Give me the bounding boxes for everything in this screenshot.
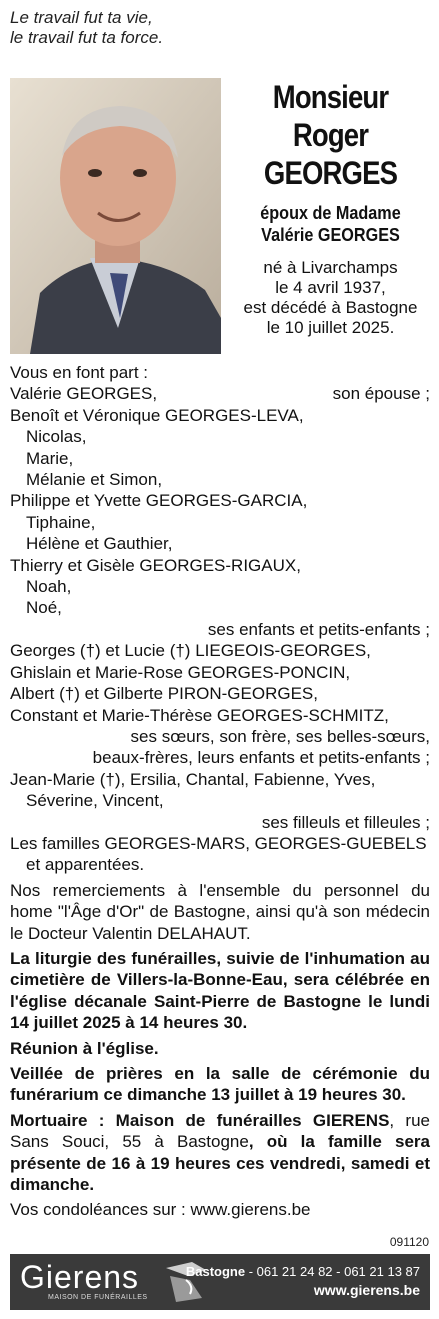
spouse-row bbox=[10, 383, 430, 404]
mortuary-address: , rue Sans Souci, 55 à Bastogne bbox=[10, 1110, 430, 1152]
reference-code: 091120 bbox=[389, 1235, 429, 1249]
liturgy-paragraph: La liturgie des funérailles, suivie de l'inhumation au cimetière de Villers-la-Bonne-Eau, sera célébrée en l'église décanale Saint-Pierre de Bastogne le lundi 14 juillet 2025 à 14 heures 30. bbox=[10, 948, 430, 1033]
siblings-role: ses sœurs, son frère, ses belles-sœurs, bbox=[130, 726, 430, 746]
quote-line: le travail fut ta force. bbox=[10, 28, 164, 47]
sibling-line: Ghislain et Marie-Rose GEORGES-PONCIN, bbox=[10, 662, 351, 682]
children-role: ses enfants et petits-enfants ; bbox=[207, 619, 430, 639]
contact-phone-line bbox=[186, 1263, 420, 1281]
family-line: Thierry et Gisèle GEORGES-RIGAUX, bbox=[10, 555, 301, 575]
siblings-role: beaux-frères, leurs enfants et petits-enfants ; bbox=[92, 748, 430, 768]
mortuary-bold: , où la famille sera présente de 16 à 19 heures ces vendredi, samedi et dimanche. bbox=[10, 1132, 430, 1195]
deceased-header bbox=[228, 78, 433, 338]
name-last: GEORGES bbox=[263, 155, 398, 191]
company-logo: Gierens bbox=[20, 1259, 140, 1295]
meeting-line: Réunion à l'église. bbox=[10, 1038, 159, 1058]
grandchild-line: Nicolas, bbox=[26, 427, 87, 447]
grandchild-line: Noah, bbox=[26, 577, 72, 597]
contact-info bbox=[186, 1263, 420, 1299]
thanks-paragraph: Nos remerciements à l'ensemble du personnel du home "l'Âge d'Or" de Bastogne, ainsi qu'à son médecin le Docteur Valentin DELAHAUT. bbox=[10, 880, 430, 943]
spouse-info bbox=[238, 202, 423, 246]
spouse-line: Valérie GEORGES bbox=[261, 225, 400, 245]
families-line: Les familles GEORGES-MARS, GEORGES-GUEBELS bbox=[10, 833, 427, 853]
birth-death-info bbox=[228, 258, 433, 338]
godchildren-role: ses filleuls et filleules ; bbox=[261, 812, 430, 832]
grandchild-line: Marie, bbox=[26, 448, 74, 468]
grandchild-line: Mélanie et Simon, bbox=[26, 470, 163, 490]
spouse-line: époux de Madame bbox=[260, 203, 401, 223]
name-title: Monsieur bbox=[272, 79, 389, 115]
family-line: Benoît et Véronique GEORGES-LEVA, bbox=[10, 405, 304, 425]
birth-line: est décédé à Bastogne bbox=[243, 298, 418, 317]
birth-line: le 10 juillet 2025. bbox=[266, 318, 395, 337]
families-line: et apparentées. bbox=[26, 855, 145, 875]
godchild-line: Jean-Marie (†), Ersilia, Chantal, Fabienne, Yves, bbox=[10, 769, 376, 789]
vigil-paragraph: Veillée de prières en la salle de cérémonie du funérarium ce dimanche 13 juillet à 19 heures 30. bbox=[10, 1064, 430, 1105]
birth-line: né à Livarchamps bbox=[263, 258, 398, 277]
mortuary-bold: Mortuaire : Maison de funérailles GIERENS bbox=[10, 1110, 390, 1130]
family-line: Philippe et Yvette GEORGES-GARCIA, bbox=[10, 491, 308, 511]
condolences-line: Vos condoléances sur : www.gierens.be bbox=[10, 1200, 311, 1220]
birth-line: le 4 avril 1937, bbox=[275, 278, 386, 297]
sibling-line: Georges (†) et Lucie (†) LIEGEOIS-GEORGES, bbox=[10, 641, 371, 661]
epitaph-quote bbox=[10, 8, 430, 48]
quote-line: Le travail fut ta vie, bbox=[10, 8, 153, 27]
sibling-line: Albert (†) et Gilberte PIRON-GEORGES, bbox=[10, 684, 318, 704]
intro-line: Vous en font part : bbox=[10, 363, 148, 382]
company-tagline: MAISON DE FUNÉRAILLES bbox=[48, 1294, 148, 1301]
godchild-line: Séverine, Vincent, bbox=[26, 791, 164, 811]
deceased-name bbox=[242, 78, 418, 192]
mortuary-paragraph bbox=[10, 1110, 430, 1196]
portrait-photo bbox=[10, 78, 221, 354]
contact-phones: - 061 21 24 82 - 061 21 13 87 bbox=[245, 1264, 420, 1279]
spouse-name: Valérie GEORGES, bbox=[10, 384, 158, 404]
notice-body bbox=[10, 362, 430, 1221]
spouse-role: son épouse ; bbox=[332, 384, 430, 404]
sibling-line: Constant et Marie-Thérèse GEORGES-SCHMITZ, bbox=[10, 705, 389, 725]
grandchild-line: Noé, bbox=[26, 598, 62, 618]
website-link[interactable]: www.gierens.be bbox=[313, 1282, 420, 1298]
grandchild-line: Tiphaine, bbox=[26, 512, 96, 532]
name-first: Roger bbox=[292, 117, 369, 153]
funeral-home-banner bbox=[10, 1254, 430, 1310]
contact-city: Bastogne bbox=[185, 1264, 246, 1279]
portrait-illustration bbox=[10, 78, 221, 354]
grandchild-line: Hélène et Gauthier, bbox=[26, 534, 173, 554]
